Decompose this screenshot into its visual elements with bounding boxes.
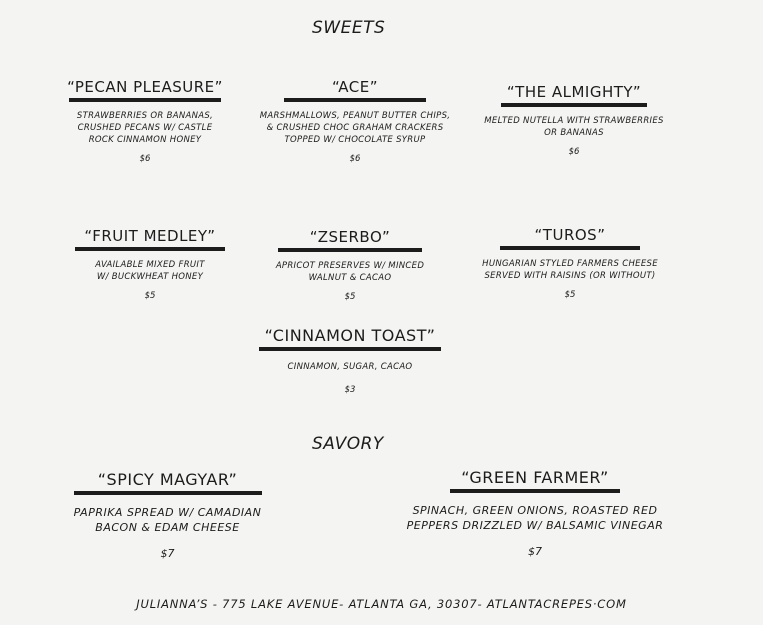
- item-underline: [75, 247, 225, 251]
- menu-item-green-farmer: [380, 469, 690, 558]
- item-underline: [69, 98, 221, 102]
- item-description: HUNGARIAN STYLED FARMERS CHEESE SERVED WITH RAISINS (OR WITHOUT): [482, 259, 658, 281]
- item-price: $7: [160, 547, 175, 560]
- item-description: MELTED NUTELLA WITH STRAWBERRIES OR BANANAS: [484, 116, 664, 138]
- item-price: $6: [568, 147, 580, 157]
- item-name: “CINNAMON TOAST”: [264, 326, 436, 345]
- item-underline: [500, 246, 640, 250]
- sweets-heading: SWEETS: [312, 18, 386, 38]
- item-name: “TUROS”: [534, 226, 606, 244]
- menu-item-fruit-medley: [66, 227, 234, 301]
- item-name: “GREEN FARMER”: [461, 468, 609, 487]
- menu-item-the-almighty: [474, 83, 674, 157]
- item-price: $5: [344, 292, 356, 302]
- item-name: “ACE”: [331, 78, 379, 96]
- item-price: $3: [344, 385, 356, 395]
- item-description: CINNAMON, SUGAR, CACAO: [287, 362, 413, 372]
- item-price: $7: [528, 545, 542, 558]
- item-name: “ZSERBO”: [309, 228, 391, 246]
- item-underline: [450, 489, 620, 493]
- item-description: PAPRIKA SPREAD W/ CAMADIAN BACON & EDAM CHEESE: [73, 506, 262, 534]
- item-description: STRAWBERRIES OR BANANAS, CRUSHED PECANS W/ CASTLE ROCK CINNAMON HONEY: [76, 111, 214, 145]
- menu-item-turos: [475, 226, 665, 300]
- item-description: SPINACH, GREEN ONIONS, ROASTED RED PEPPERS DRIZZLED W/ BALSAMIC VINEGAR: [406, 504, 664, 532]
- item-name: “THE ALMIGHTY”: [506, 83, 642, 101]
- menu-item-zserbo: [262, 228, 438, 302]
- item-underline: [74, 491, 262, 495]
- item-price: $6: [349, 154, 361, 164]
- item-name: “FRUIT MEDLEY”: [84, 227, 216, 245]
- item-name: “SPICY MAGYAR”: [97, 470, 238, 489]
- item-price: $6: [139, 154, 151, 164]
- footer-address: JULIANNA’S - 775 LAKE AVENUE- ATLANTA GA, 30307- ATLANTACREPES·COM: [136, 597, 627, 611]
- item-underline: [259, 347, 441, 351]
- item-name: “PECAN PLEASURE”: [67, 78, 223, 96]
- item-description: APRICOT PRESERVES W/ MINCED WALNUT & CACAO: [275, 261, 425, 283]
- menu-item-ace: [245, 78, 465, 164]
- savory-heading: SAVORY: [312, 434, 384, 454]
- menu-item-pecan-pleasure: [56, 78, 234, 164]
- item-price: $5: [564, 290, 576, 300]
- menu-item-cinnamon-toast: [250, 327, 450, 395]
- item-underline: [278, 248, 422, 252]
- item-description: AVAILABLE MIXED FRUIT W/ BUCKWHEAT HONEY: [95, 260, 205, 282]
- item-underline: [284, 98, 426, 102]
- menu-item-spicy-magyar: [55, 471, 280, 560]
- item-underline: [501, 103, 647, 107]
- item-price: $5: [144, 291, 156, 301]
- item-description: MARSHMALLOWS, PEANUT BUTTER CHIPS, & CRUSHED CHOC GRAHAM CRACKERS TOPPED W/ CHOCOLATE SYRUP: [259, 111, 451, 145]
